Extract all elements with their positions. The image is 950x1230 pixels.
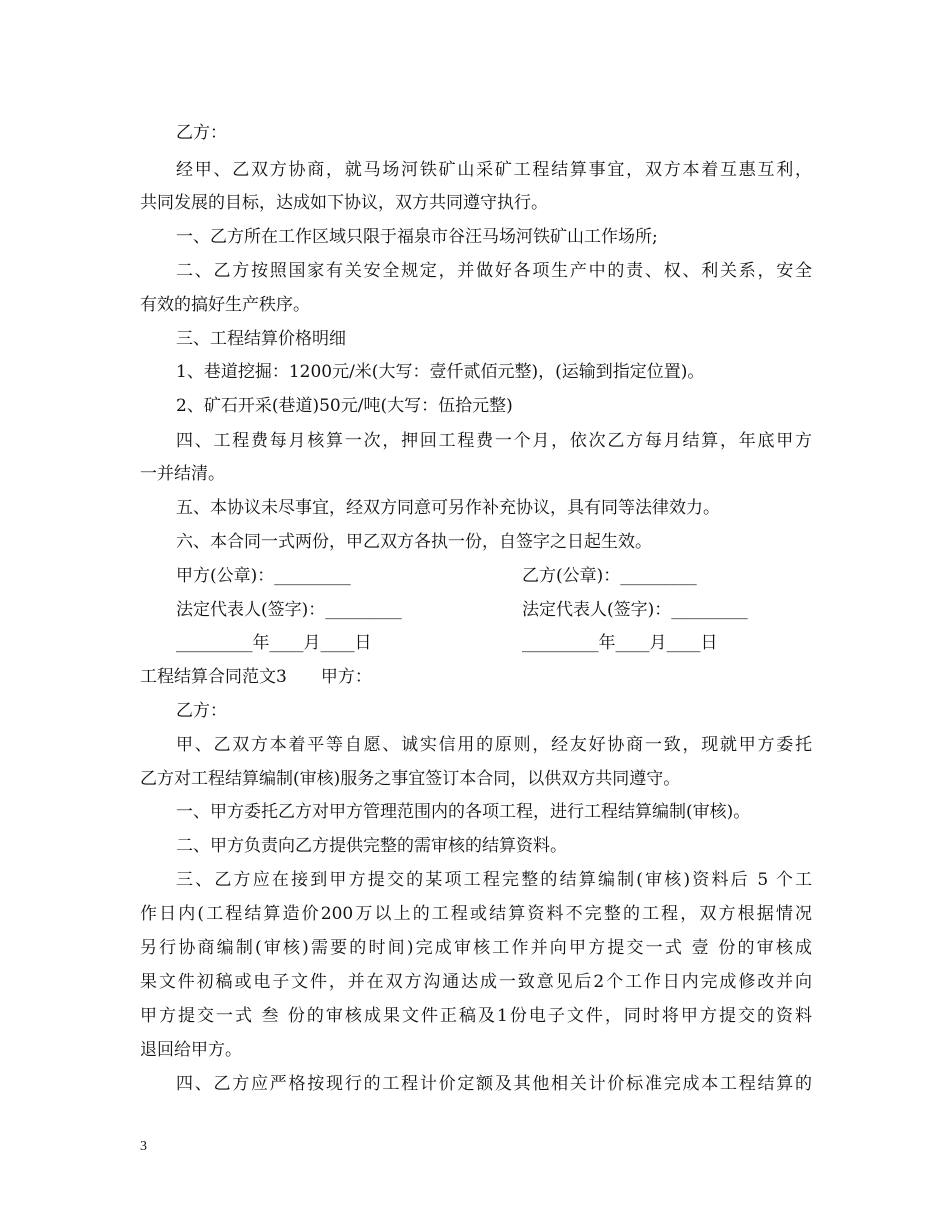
paragraph-line: 乙方： — [176, 701, 227, 721]
party-a-representative: 法定代表人(签字)：_________ — [176, 600, 402, 620]
paragraph-line: 共同发展的目标，达成如下协议，双方共同遵守执行。 — [140, 193, 548, 213]
paragraph-line: 四、工程费每月核算一次，押回工程费一个月，依次乙方每月结算，年底甲方 — [176, 431, 812, 451]
section-title: 工程结算合同范文3 甲方： — [140, 667, 372, 687]
paragraph-line: 1、巷道挖掘：1200元/米(大写：壹仟贰佰元整)，(运输到指定位置)。 — [176, 362, 705, 382]
paragraph-line: 有效的搞好生产秩序。 — [140, 295, 310, 315]
paragraph-line: 一、乙方所在工作区域只限于福泉市谷汪马场河铁矿山工作场所; — [176, 227, 658, 247]
paragraph-line: 甲、乙双方本着平等自愿、诚实信用的原则，经友好协商一致，现就甲方委托 — [176, 735, 812, 755]
paragraph-line: 一、甲方委托乙方对甲方管理范围内的各项工程，进行工程结算编制(审核)。 — [176, 802, 751, 822]
paragraph-line: 三、工程结算价格明细 — [176, 329, 346, 349]
paragraph-line: 二、乙方按照国家有关安全规定，并做好各项生产中的责、权、利关系，安全 — [176, 261, 812, 281]
paragraph-line: 三、乙方应在接到甲方提交的某项工程完整的结算编制(审核)资料后 5 个工 — [176, 870, 812, 890]
paragraph-line: 作日内(工程结算造价200万以上的工程或结算资料不完整的工程，双方根据情况 — [140, 904, 812, 924]
paragraph-line: 乙方对工程结算编制(审核)服务之事宜签订本合同，以供双方共同遵守。 — [140, 769, 681, 789]
paragraph-line: 二、甲方负责向乙方提供完整的需审核的结算资料。 — [176, 836, 567, 856]
paragraph-line: 果文件初稿或电子文件，并在双方沟通达成一致意见后2个工作日内完成修改并向 — [140, 972, 812, 992]
paragraph-line: 经甲、乙双方协商，就马场河铁矿山采矿工程结算事宜，双方本着互惠互利， — [176, 160, 812, 180]
party-a-date: _________年____月____日 — [176, 633, 372, 653]
party-b-representative: 法定代表人(签字)：_________ — [522, 600, 748, 620]
paragraph-line: 退回给甲方。 — [140, 1040, 242, 1060]
paragraph-line: 2、矿石开采(巷道)50元/吨(大写：伍拾元整) — [176, 396, 513, 416]
paragraph-line: 五、本协议未尽事宜，经双方同意可另作补充协议，具有同等法律效力。 — [176, 498, 720, 518]
paragraph-line: 一并结清。 — [140, 464, 225, 484]
paragraph-line: 六、本合同一式两份，甲乙双方各执一份，自签字之日起生效。 — [176, 532, 652, 552]
paragraph-line: 乙方： — [176, 123, 227, 143]
paragraph-line: 甲方提交一式 叁 份的审核成果文件正稿及1份电子文件，同时将甲方提交的资料 — [140, 1006, 812, 1026]
party-a-seal: 甲方(公章)：_________ — [176, 566, 351, 586]
page-number: 3 — [140, 1139, 147, 1154]
paragraph-line: 四、乙方应严格按现行的工程计价定额及其他相关计价标准完成本工程结算的 — [176, 1074, 812, 1094]
party-b-date: _________年____月____日 — [522, 633, 718, 653]
party-b-seal: 乙方(公章)：_________ — [522, 566, 697, 586]
paragraph-line: 另行协商编制(审核)需要的时间)完成审核工作并向甲方提交一式 壹 份的审核成 — [140, 938, 812, 958]
